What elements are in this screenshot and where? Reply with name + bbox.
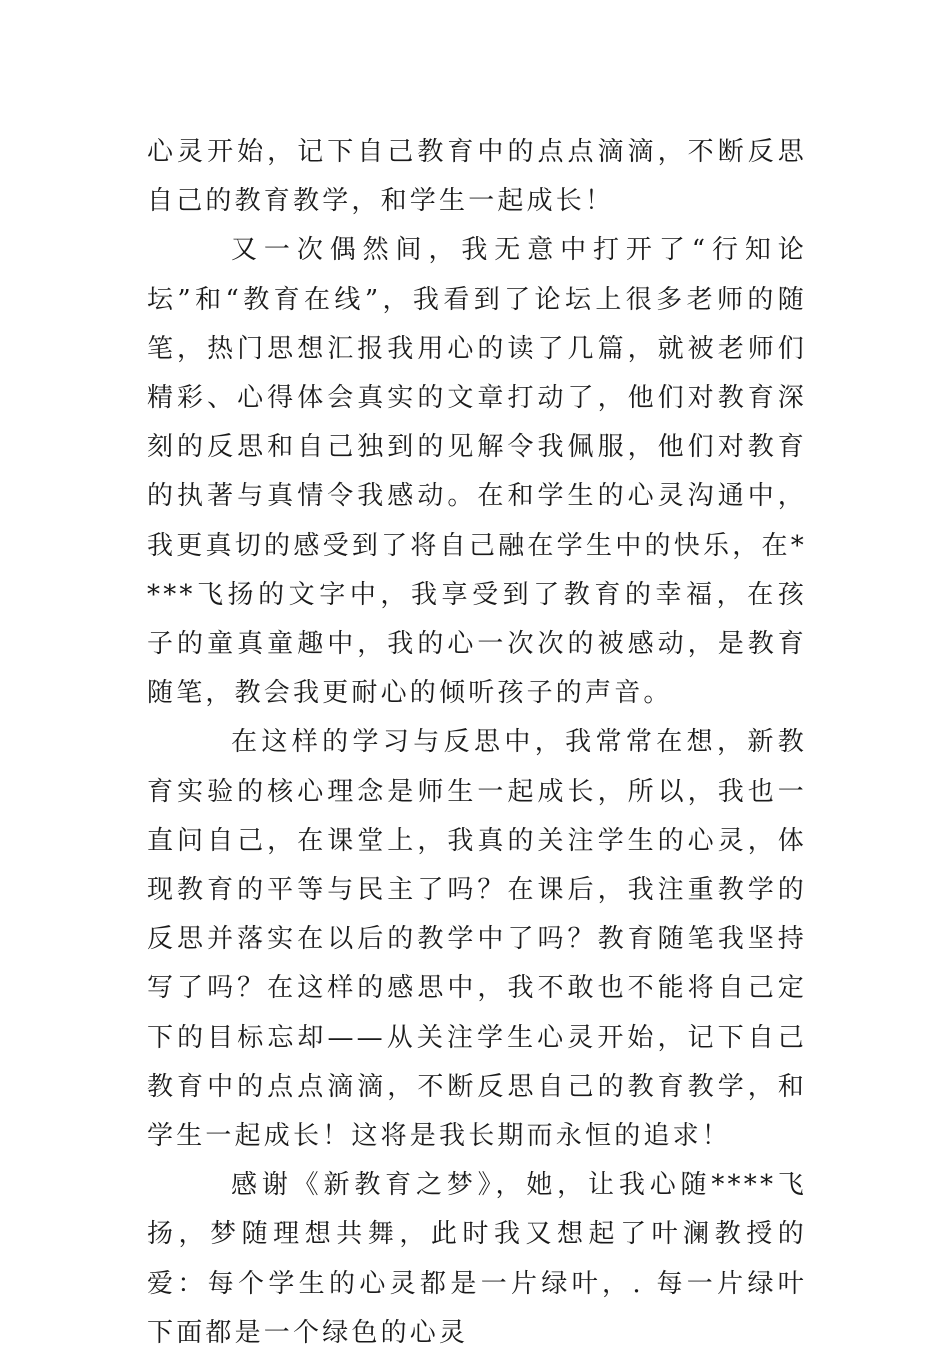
paragraph-continuation: 心灵开始，记下自己教育中的点点滴滴，不断反思自己的教育教学，和学生一起成长！ [147, 137, 807, 217]
body-text [147, 128, 807, 1358]
paragraph-gratitude: 感谢《新教育之梦》，她，让我心随****飞扬，梦随理想共舞，此时我又想起了叶澜教授的爱：每个学生的心灵都是一片绿叶，. 每一片绿叶下面都是一个绿色的心灵 [147, 1170, 807, 1348]
paragraph-forum-discovery: 又一次偶然间，我无意中打开了“行知论坛”和“教育在线”，我看到了论坛上很多老师的随笔，热门思想汇报我用心的读了几篇，就被老师们精彩、心得体会真实的文章打动了，他们对教育深刻的反思和自己独到的见解令我佩服，他们对教育的执著与真情令我感动。在和学生的心灵沟通中，我更真切的感受到了将自己融在学生中的快乐，在****飞扬的文字中，我享受到了教育的幸福，在孩子的童真童趣中，我的心一次次的被感动，是教育随笔，教会我更耐心的倾听孩子的声音。 [147, 235, 807, 709]
paragraph-reflection: 在这样的学习与反思中，我常常在想，新教育实验的核心理念是师生一起成长，所以，我也一直问自己，在课堂上，我真的关注学生的心灵，体现教育的平等与民主了吗？在课后，我注重教学的反思并落实在以后的教学中了吗？教育随笔我坚持写了吗？在这样的感思中，我不敢也不能将自己定下的目标忘却——从关注学生心灵开始，记下自己教育中的点点滴滴，不断反思自己的教育教学，和学生一起成长！这将是我长期而永恒的追求！ [147, 727, 807, 1152]
